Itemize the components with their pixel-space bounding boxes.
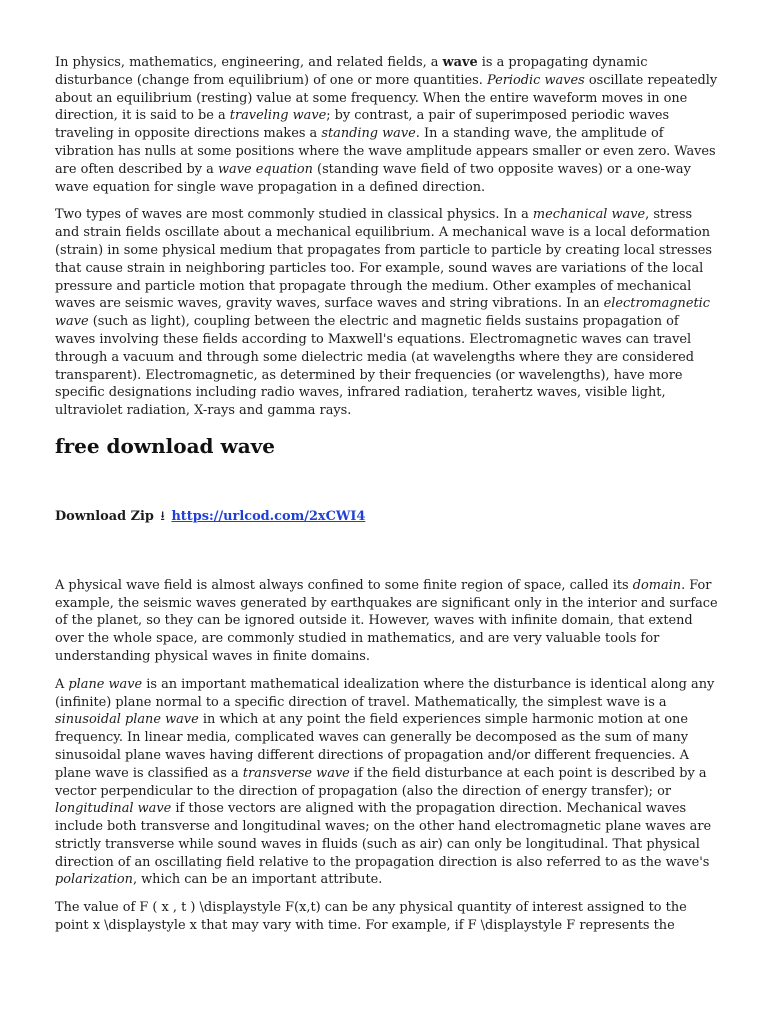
italic-term: wave equation	[217, 161, 313, 177]
download-link[interactable]: https://urlcod.com/2xCWI4	[171, 508, 366, 524]
text-span: (such as light), coupling between the electric and magnetic fields sustains propagation of waves involving these fields according to Maxwell's equations. Electromagnetic waves can travel through a vacuum and through some dielectric media (at wavelengths where they are considered transparent). Electromagnetic, as determined by their frequencies (or wavelengths), have more specific designations including radio waves, infrared radiation, terahertz waves, visible light, ultraviolet radiation, X-rays and gamma rays.	[55, 314, 695, 419]
italic-term: polarization	[55, 872, 133, 888]
text-span: . In a standing wave, the amplitude of vibration has nulls at some positions where the wave amplitude appears smaller or even zero. Waves are often described by a	[55, 126, 716, 177]
text-span: if the field disturbance at each point is described by a vector perpendicular to the direction of propagation (also the direction of energy transfer); or	[55, 765, 707, 799]
text-span: in which at any point the field experiences simple harmonic motion at one frequency. In linear media, complicated waves can generally be decomposed as the sum of many sinusoidal plane waves having different directions of propagation and/or different frequencies. A plane wave is classified as a	[55, 712, 689, 781]
italic-term: Periodic waves	[487, 72, 585, 88]
text-span: oscillate repeatedly about an equilibrium (resting) value at some frequency. When the entire waveform moves in one direction, it is said to be a	[55, 72, 718, 124]
italic-term: traveling wave	[229, 108, 327, 124]
text-span: is a propagating dynamic disturbance (change from equilibrium) of one or more quantities.	[55, 55, 648, 88]
spacer	[55, 526, 720, 577]
bold-term-wave: wave	[442, 55, 478, 70]
download-icon: ⭳	[160, 508, 165, 524]
italic-term: transverse wave	[242, 765, 350, 781]
text-span: , which can be an important attribute.	[132, 872, 383, 888]
download-label: Download Zip	[55, 508, 154, 524]
text-span: is an important mathematical idealization where the disturbance is identical along any (infinite) plane normal to a specific direction of travel. Mathematically, the simplest wave is a	[55, 676, 715, 710]
text-span: A	[55, 676, 69, 692]
italic-term: standing wave	[321, 126, 416, 142]
paragraph-value	[55, 899, 720, 935]
text-span: , stress and strain fields oscillate about a mechanical equilibrium. A mechanical wave is a local deformation (strain) in some physical medium that propagates from particle to particle by creating local stresses that cause strain in neighboring particles too. For example, sound waves are variations of the local pressure and particle motion that propagate through the medium. Other examples of mechanical waves are seismic waves, gravity waves, surface waves and string vibrations. In an	[55, 207, 712, 312]
italic-term: sinusoidal plane wave	[55, 712, 199, 728]
text-span: ; by contrast, a pair of superimposed periodic waves traveling in opposite directions makes a	[55, 108, 670, 142]
text-span: The value of F ( x , t ) \displaystyle F(x,t) can be any physical quantity of interest assigned to the point x \displaystyle x that may vary with time. For example, if F \displaystyle F represents the	[55, 900, 687, 934]
section-heading: free download wave	[55, 433, 275, 458]
text-span: A physical wave field is almost always confined to some finite region of space, called its	[55, 577, 633, 593]
text-span: Two types of waves are most commonly studied in classical physics. In a	[55, 207, 533, 223]
italic-term: longitudinal wave	[55, 801, 172, 817]
paragraph-types	[55, 206, 720, 420]
article-body	[55, 54, 720, 945]
paragraph-domain	[55, 577, 720, 666]
text-span: In physics, mathematics, engineering, and related fields, a	[55, 55, 443, 70]
italic-term: plane wave	[68, 676, 143, 692]
italic-term: domain	[632, 577, 682, 593]
download-line	[55, 508, 720, 526]
text-span: if those vectors are aligned with the propagation direction. Mechanical waves include both transverse and longitudinal waves; on the other hand electromagnetic plane waves are strictly transverse while sound waves in fluids (such as air) can only be longitudinal. That physical direction of an oscillating field relative to the propagation direction is also referred to as the wave's	[55, 801, 712, 870]
paragraph-plane-wave	[55, 676, 720, 890]
italic-term: mechanical wave	[532, 207, 646, 223]
italic-term: electromagnetic wave	[55, 296, 710, 330]
text-span: (standing wave field of two opposite waves) or a one-way wave equation for single wave propagation in a defined direction.	[55, 161, 691, 195]
text-span: . For example, the seismic waves generated by earthquakes are significant only in the interior and surface of the planet, so they can be ignored outside it. However, waves with infinite domain, that extend over the whole space, are commonly studied in mathematics, and are very valuable tools for understanding physical waves in finite domains.	[55, 577, 718, 664]
paragraph-intro	[55, 54, 720, 196]
